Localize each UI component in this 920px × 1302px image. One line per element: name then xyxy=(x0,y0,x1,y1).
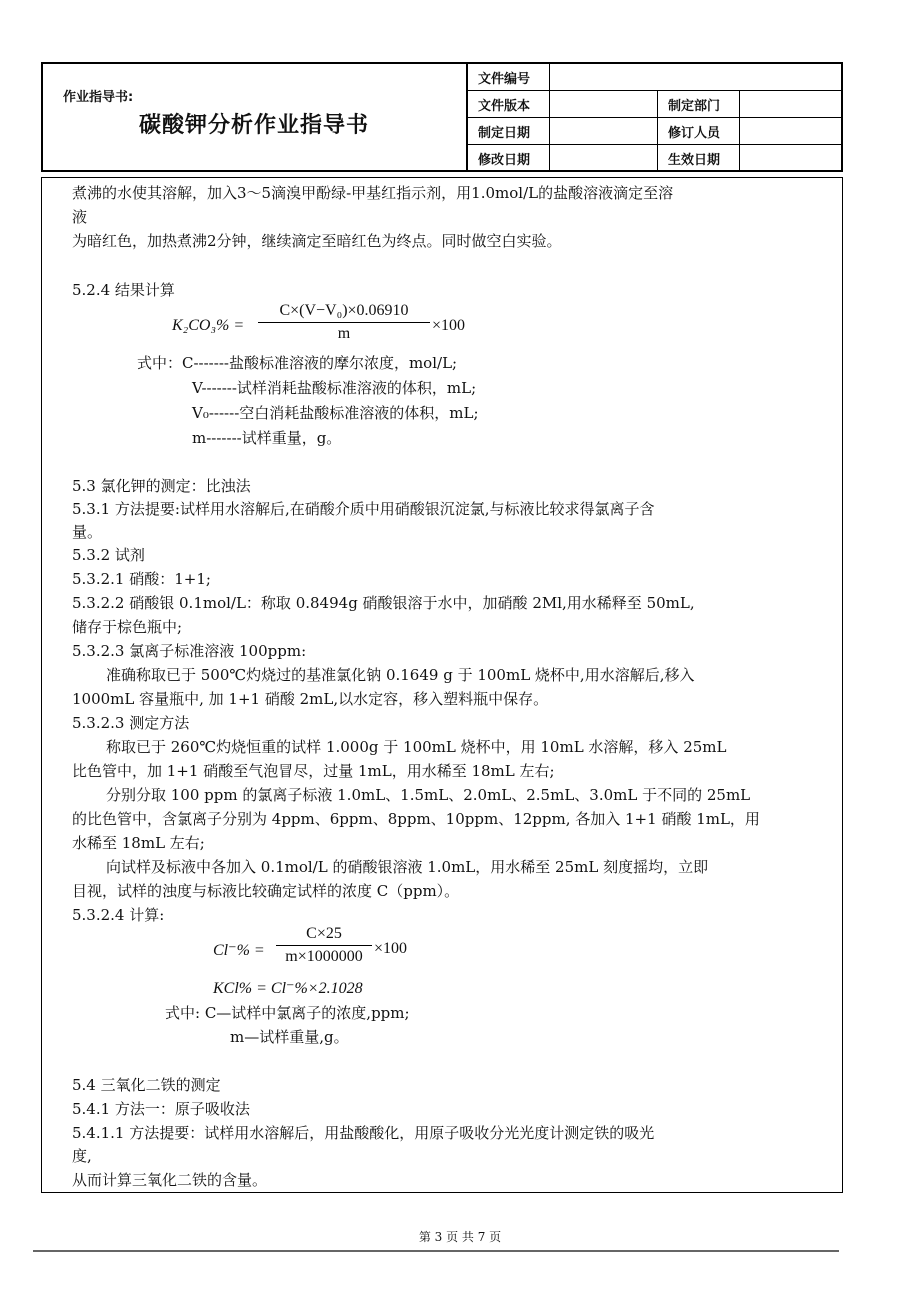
document-header xyxy=(41,62,843,172)
meta-value-created-date xyxy=(549,118,657,145)
body-text: 1000mL 容量瓶中, 加 1+1 硝酸 2mL,以水定容，移入塑料瓶中保存。 xyxy=(72,690,549,708)
formula-multiplier: ×100 xyxy=(374,940,408,957)
meta-value-version xyxy=(549,91,657,118)
meta-value-effective-date xyxy=(739,145,841,172)
body-text: 为暗红色，加热煮沸2分钟，继续滴定至暗红色为终点。同时做空白实验。 xyxy=(72,232,562,250)
legend-text: V₀------空白消耗盐酸标准溶液的体积，mL; xyxy=(192,404,479,422)
body-text: 目视，试样的浊度与标液比较确定试样的浓度 C（ppm）。 xyxy=(72,882,460,900)
section-heading: 5.3 氯化钾的测定：比浊法 xyxy=(72,477,251,495)
formula-k2co3-fraction xyxy=(258,300,430,345)
body-text: 比色管中，加 1+1 硝酸至气泡冒尽，过量 1mL，用水稀至 18mL 左右; xyxy=(72,762,555,780)
section-heading: 5.3.2.4 计算: xyxy=(72,906,165,924)
body-text: 向试样及标液中各加入 0.1mol/L 的硝酸银溶液 1.0mL，用水稀至 25mL 刻度摇均，立即 xyxy=(106,858,709,876)
body-text: 准确称取已于 500℃灼烧过的基准氯化钠 0.1649 g 于 100mL 烧杯中,用水溶解后,移入 xyxy=(106,666,695,684)
meta-row xyxy=(468,145,841,172)
doc-title: 碳酸钾分析作业指导书 xyxy=(139,113,370,138)
meta-value-department xyxy=(739,91,841,118)
meta-label-modified-date: 修改日期 xyxy=(468,145,549,172)
body-text: 液 xyxy=(72,208,88,226)
meta-label-created-date: 制定日期 xyxy=(468,118,549,145)
formula-numerator: C×(V−V₀)×0.06910 xyxy=(258,300,430,323)
doc-meta-table xyxy=(468,64,841,171)
body-text: 分别分取 100 ppm 的氯离子标液 1.0mL、1.5mL、2.0mL、2.5mL、3.0mL 于不同的 25mL xyxy=(106,786,751,804)
body-text: 5.4.1.1 方法提要：试样用水溶解后，用盐酸酸化，用原子吸收分光光度计测定铁的吸光 xyxy=(72,1124,655,1142)
formula-denominator: m xyxy=(337,325,351,342)
meta-value-file-number xyxy=(549,64,841,91)
section-heading: 5.3.2.3 测定方法 xyxy=(72,714,190,732)
doc-type-label: 作业指导书: xyxy=(63,90,134,105)
section-heading: 5.4 三氧化二铁的测定 xyxy=(72,1076,221,1094)
formula-k2co3-lhs: K₂CO₃% = xyxy=(172,317,245,334)
meta-value-reviser xyxy=(739,118,841,145)
section-heading: 5.2.4 结果计算 xyxy=(72,281,175,299)
legend-text: V-------试样消耗盐酸标准溶液的体积，mL; xyxy=(192,379,477,397)
meta-row xyxy=(468,64,841,91)
legend-text: m—试样重量,g。 xyxy=(230,1028,349,1046)
body-text: 从而计算三氧化二铁的含量。 xyxy=(72,1171,268,1189)
meta-label-department: 制定部门 xyxy=(658,91,740,118)
legend-text: m-------试样重量，g。 xyxy=(192,429,342,447)
body-text: 储存于棕色瓶中; xyxy=(72,618,183,636)
body-text: 5.3.2.3 氯离子标准溶液 100ppm: xyxy=(72,642,307,660)
body-text: 水稀至 18mL 左右; xyxy=(72,834,205,852)
meta-row xyxy=(468,118,841,145)
formula-multiplier: ×100 xyxy=(432,317,466,334)
meta-label-version: 文件版本 xyxy=(468,91,549,118)
page-number: 第 3 页 共 7 页 xyxy=(418,1230,502,1244)
body-text: 煮沸的水使其溶解，加入3～5滴溴甲酚绿-甲基红指示剂，用1.0mol/L的盐酸溶液滴定至溶 xyxy=(72,184,674,202)
header-title-block xyxy=(43,64,468,170)
meta-row xyxy=(468,91,841,118)
footer-divider xyxy=(33,1250,839,1252)
formula-cl-lhs: Cl⁻% = xyxy=(213,942,265,959)
formula-cl-fraction xyxy=(276,923,372,968)
legend-text: 式中：C-------盐酸标准溶液的摩尔浓度，mol/L; xyxy=(137,354,458,372)
body-text: 5.3.1 方法提要:试样用水溶解后,在硝酸介质中用硝酸银沉淀氯,与标液比较求得氯离子含 xyxy=(72,500,655,518)
body-text: 5.3.2.2 硝酸银 0.1mol/L：称取 0.8494g 硝酸银溶于水中，加硝酸 2Ml,用水稀释至 50mL, xyxy=(72,594,695,612)
meta-label-file-number: 文件编号 xyxy=(468,64,549,91)
legend-text: 式中: C—试样中氯离子的浓度,ppm; xyxy=(165,1004,410,1022)
body-text: 的比色管中，含氯离子分别为 4ppm、6ppm、8ppm、10ppm、12ppm, 各加入 1+1 硝酸 1mL，用 xyxy=(72,810,760,828)
formula-numerator: C×25 xyxy=(276,923,372,946)
body-text: 量。 xyxy=(72,523,103,541)
meta-label-effective-date: 生效日期 xyxy=(658,145,740,172)
section-heading: 5.3.2 试剂 xyxy=(72,546,145,564)
meta-label-reviser: 修订人员 xyxy=(658,118,740,145)
formula-denominator: m×1000000 xyxy=(285,948,363,965)
body-text: 称取已于 260℃灼烧恒重的试样 1.000g 于 100mL 烧杯中，用 10mL 水溶解，移入 25mL xyxy=(106,738,727,756)
section-heading: 5.4.1 方法一：原子吸收法 xyxy=(72,1100,250,1118)
body-text: 度, xyxy=(72,1147,92,1165)
formula-kcl: KCl% = Cl⁻%×2.1028 xyxy=(213,980,363,997)
body-text: 5.3.2.1 硝酸：1+1; xyxy=(72,570,211,588)
meta-value-modified-date xyxy=(549,145,657,172)
